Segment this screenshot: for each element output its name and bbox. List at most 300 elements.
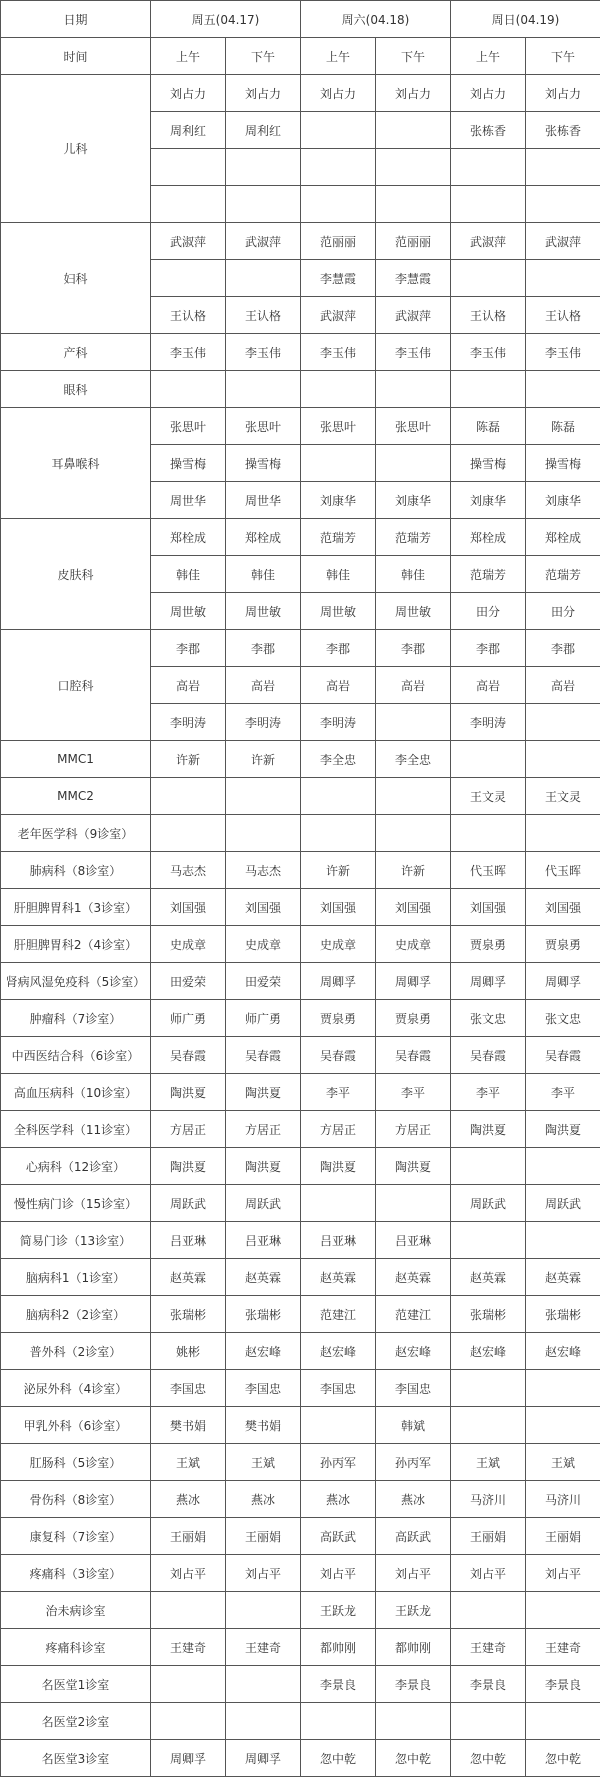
doctor-cell: 张瑞彬 — [526, 1296, 600, 1333]
doctor-cell: 李国忠 — [151, 1370, 226, 1407]
doctor-cell — [376, 371, 451, 408]
doctor-cell: 刘占力 — [526, 75, 600, 112]
doctor-cell: 李明涛 — [301, 704, 376, 741]
doctor-cell: 王跃龙 — [376, 1592, 451, 1629]
doctor-cell: 王斌 — [226, 1444, 301, 1481]
department-name: 名医堂3诊室 — [1, 1740, 151, 1777]
doctor-cell: 李景良 — [376, 1666, 451, 1703]
doctor-cell: 田爱荣 — [151, 963, 226, 1000]
doctor-cell: 王文灵 — [451, 778, 526, 815]
schedule-row — [1, 1259, 600, 1296]
doctor-cell — [151, 778, 226, 815]
doctor-cell: 赵宏峰 — [526, 1333, 600, 1370]
day-header-fri: 周五(04.17) — [151, 1, 301, 38]
schedule-body — [1, 1, 600, 1777]
doctor-cell: 赵英霖 — [376, 1259, 451, 1296]
doctor-cell — [226, 260, 301, 297]
department-name: 骨伤科（8诊室） — [1, 1481, 151, 1518]
doctor-cell: 范丽丽 — [301, 223, 376, 260]
doctor-cell: 王文灵 — [526, 778, 600, 815]
department-name: 慢性病门诊（15诊室） — [1, 1185, 151, 1222]
slot-header: 下午 — [376, 38, 451, 75]
doctor-cell: 武淑萍 — [226, 223, 301, 260]
doctor-cell: 刘占平 — [226, 1555, 301, 1592]
doctor-cell: 吕亚琳 — [376, 1222, 451, 1259]
schedule-row — [1, 223, 600, 260]
doctor-cell: 师广勇 — [226, 1000, 301, 1037]
doctor-cell: 李郡 — [526, 630, 600, 667]
doctor-cell: 韩斌 — [376, 1407, 451, 1444]
schedule-row — [1, 1592, 600, 1629]
department-name: 眼科 — [1, 371, 151, 408]
doctor-cell: 燕冰 — [151, 1481, 226, 1518]
doctor-cell: 刘康华 — [301, 482, 376, 519]
doctor-cell — [451, 371, 526, 408]
doctor-cell: 周利红 — [226, 112, 301, 149]
doctor-cell: 刘国强 — [301, 889, 376, 926]
doctor-cell: 马济川 — [526, 1481, 600, 1518]
doctor-cell — [526, 371, 600, 408]
department-name: 肿瘤科（7诊室） — [1, 1000, 151, 1037]
doctor-cell — [526, 186, 600, 223]
doctor-cell: 马济川 — [451, 1481, 526, 1518]
doctor-cell: 李郡 — [226, 630, 301, 667]
doctor-cell: 武淑萍 — [376, 297, 451, 334]
doctor-cell: 刘占平 — [451, 1555, 526, 1592]
slot-header: 上午 — [301, 38, 376, 75]
department-name: MMC2 — [1, 778, 151, 815]
doctor-cell: 刘占平 — [526, 1555, 600, 1592]
doctor-cell: 陶洪夏 — [301, 1148, 376, 1185]
doctor-cell: 韩佳 — [151, 556, 226, 593]
doctor-cell: 李明涛 — [226, 704, 301, 741]
doctor-cell: 周世敏 — [151, 593, 226, 630]
doctor-cell: 刘占力 — [376, 75, 451, 112]
doctor-cell: 高岩 — [151, 667, 226, 704]
doctor-cell — [376, 1703, 451, 1740]
department-name: 中西医结合科（6诊室） — [1, 1037, 151, 1074]
doctor-cell — [526, 741, 600, 778]
doctor-cell: 史成章 — [301, 926, 376, 963]
doctor-cell: 周跃武 — [151, 1185, 226, 1222]
doctor-cell: 郑栓成 — [451, 519, 526, 556]
doctor-cell — [226, 186, 301, 223]
schedule-row — [1, 1037, 600, 1074]
schedule-row — [1, 408, 600, 445]
doctor-cell: 李玉伟 — [151, 334, 226, 371]
doctor-cell: 张栋香 — [451, 112, 526, 149]
doctor-cell: 周卿孚 — [526, 963, 600, 1000]
schedule-row — [1, 1407, 600, 1444]
doctor-cell: 韩佳 — [226, 556, 301, 593]
doctor-cell: 吴春霞 — [376, 1037, 451, 1074]
doctor-cell: 陶洪夏 — [226, 1074, 301, 1111]
doctor-cell: 孙丙军 — [301, 1444, 376, 1481]
doctor-cell: 史成章 — [226, 926, 301, 963]
department-name: 全科医学科（11诊室） — [1, 1111, 151, 1148]
doctor-cell: 王丽娟 — [226, 1518, 301, 1555]
doctor-cell — [151, 815, 226, 852]
schedule-row — [1, 1333, 600, 1370]
doctor-cell: 王认格 — [526, 297, 600, 334]
doctor-cell: 陶洪夏 — [526, 1111, 600, 1148]
doctor-cell: 吕亚琳 — [226, 1222, 301, 1259]
doctor-cell: 忽中乾 — [301, 1740, 376, 1777]
doctor-cell: 许新 — [151, 741, 226, 778]
doctor-cell — [451, 1592, 526, 1629]
doctor-cell: 陈磊 — [526, 408, 600, 445]
date-header-row — [1, 1, 600, 38]
department-name: 肺病科（8诊室） — [1, 852, 151, 889]
doctor-cell — [226, 1666, 301, 1703]
doctor-cell: 王丽娟 — [451, 1518, 526, 1555]
schedule-row — [1, 1185, 600, 1222]
doctor-cell — [526, 149, 600, 186]
doctor-cell: 刘占力 — [226, 75, 301, 112]
doctor-cell — [526, 1148, 600, 1185]
doctor-cell: 吴春霞 — [151, 1037, 226, 1074]
doctor-cell: 韩佳 — [301, 556, 376, 593]
doctor-cell — [526, 1407, 600, 1444]
doctor-cell: 范瑞芳 — [526, 556, 600, 593]
doctor-cell: 马志杰 — [226, 852, 301, 889]
doctor-cell — [376, 778, 451, 815]
doctor-cell: 赵英霖 — [451, 1259, 526, 1296]
doctor-cell: 方居正 — [151, 1111, 226, 1148]
doctor-cell: 武淑萍 — [301, 297, 376, 334]
schedule-row — [1, 630, 600, 667]
doctor-cell: 王建奇 — [526, 1629, 600, 1666]
doctor-cell: 操雪梅 — [151, 445, 226, 482]
doctor-cell — [451, 741, 526, 778]
department-name: 产科 — [1, 334, 151, 371]
doctor-cell: 田分 — [451, 593, 526, 630]
doctor-cell — [451, 1703, 526, 1740]
schedule-row — [1, 1222, 600, 1259]
schedule-row — [1, 1296, 600, 1333]
doctor-cell: 李郡 — [451, 630, 526, 667]
slot-header: 上午 — [151, 38, 226, 75]
doctor-cell: 郑栓成 — [151, 519, 226, 556]
doctor-cell — [301, 186, 376, 223]
schedule-row — [1, 1481, 600, 1518]
slot-header: 下午 — [226, 38, 301, 75]
doctor-cell — [301, 778, 376, 815]
doctor-cell — [376, 112, 451, 149]
doctor-cell: 贾泉勇 — [451, 926, 526, 963]
schedule-row — [1, 926, 600, 963]
doctor-cell: 刘康华 — [526, 482, 600, 519]
doctor-cell: 吴春霞 — [301, 1037, 376, 1074]
doctor-cell: 李玉伟 — [376, 334, 451, 371]
schedule-row — [1, 1666, 600, 1703]
doctor-cell: 陶洪夏 — [226, 1148, 301, 1185]
date-label: 日期 — [1, 1, 151, 38]
doctor-cell: 周利红 — [151, 112, 226, 149]
doctor-cell: 樊书娟 — [151, 1407, 226, 1444]
doctor-cell: 张文忠 — [451, 1000, 526, 1037]
doctor-cell — [226, 1703, 301, 1740]
department-name: 肾病风湿免疫科（5诊室） — [1, 963, 151, 1000]
doctor-cell: 韩佳 — [376, 556, 451, 593]
doctor-cell — [526, 815, 600, 852]
doctor-cell: 李国忠 — [226, 1370, 301, 1407]
schedule-row — [1, 371, 600, 408]
doctor-cell — [151, 371, 226, 408]
doctor-cell: 刘国强 — [526, 889, 600, 926]
doctor-cell: 师广勇 — [151, 1000, 226, 1037]
doctor-cell: 范瑞芳 — [451, 556, 526, 593]
doctor-cell: 郑栓成 — [226, 519, 301, 556]
doctor-cell: 代玉晖 — [451, 852, 526, 889]
doctor-cell: 吴春霞 — [451, 1037, 526, 1074]
doctor-cell: 张思叶 — [151, 408, 226, 445]
doctor-cell: 赵英霖 — [301, 1259, 376, 1296]
doctor-cell: 孙丙军 — [376, 1444, 451, 1481]
time-header-row — [1, 38, 600, 75]
department-name: 老年医学科（9诊室） — [1, 815, 151, 852]
doctor-cell — [526, 1222, 600, 1259]
schedule-row — [1, 741, 600, 778]
doctor-cell: 陶洪夏 — [376, 1148, 451, 1185]
doctor-cell: 李明涛 — [451, 704, 526, 741]
department-name: 简易门诊（13诊室） — [1, 1222, 151, 1259]
doctor-cell: 周卿孚 — [226, 1740, 301, 1777]
doctor-cell — [451, 1370, 526, 1407]
doctor-cell: 王斌 — [451, 1444, 526, 1481]
doctor-cell: 李慧霞 — [376, 260, 451, 297]
department-name: MMC1 — [1, 741, 151, 778]
doctor-cell: 刘康华 — [376, 482, 451, 519]
doctor-cell — [301, 1185, 376, 1222]
doctor-cell: 忽中乾 — [376, 1740, 451, 1777]
department-name: 心病科（12诊室） — [1, 1148, 151, 1185]
schedule-row — [1, 1370, 600, 1407]
doctor-cell: 燕冰 — [376, 1481, 451, 1518]
doctor-cell: 周世敏 — [226, 593, 301, 630]
doctor-cell: 张栋香 — [526, 112, 600, 149]
doctor-cell: 周世敏 — [301, 593, 376, 630]
doctor-cell — [451, 1407, 526, 1444]
doctor-cell: 都帅刚 — [376, 1629, 451, 1666]
doctor-cell: 陶洪夏 — [151, 1074, 226, 1111]
doctor-cell: 高岩 — [226, 667, 301, 704]
doctor-cell: 忽中乾 — [451, 1740, 526, 1777]
doctor-cell: 李景良 — [526, 1666, 600, 1703]
doctor-cell — [376, 1185, 451, 1222]
doctor-cell: 王跃龙 — [301, 1592, 376, 1629]
schedule-row — [1, 334, 600, 371]
schedule-row — [1, 1629, 600, 1666]
doctor-cell: 郑栓成 — [526, 519, 600, 556]
doctor-cell — [376, 186, 451, 223]
doctor-cell: 李玉伟 — [226, 334, 301, 371]
doctor-cell: 赵宏峰 — [451, 1333, 526, 1370]
doctor-cell — [526, 704, 600, 741]
doctor-cell: 王认格 — [451, 297, 526, 334]
doctor-cell: 张文忠 — [526, 1000, 600, 1037]
doctor-cell: 高跃武 — [376, 1518, 451, 1555]
doctor-cell — [301, 815, 376, 852]
doctor-cell: 方居正 — [376, 1111, 451, 1148]
schedule-row — [1, 1555, 600, 1592]
doctor-cell: 周世华 — [226, 482, 301, 519]
doctor-cell: 赵宏峰 — [226, 1333, 301, 1370]
doctor-cell: 张瑞彬 — [451, 1296, 526, 1333]
doctor-cell — [301, 371, 376, 408]
doctor-cell: 刘国强 — [226, 889, 301, 926]
doctor-cell: 高跃武 — [301, 1518, 376, 1555]
doctor-cell: 贾泉勇 — [376, 1000, 451, 1037]
schedule-row — [1, 1703, 600, 1740]
doctor-cell: 赵英霖 — [226, 1259, 301, 1296]
doctor-cell — [151, 260, 226, 297]
doctor-cell: 周卿孚 — [376, 963, 451, 1000]
doctor-cell: 高岩 — [301, 667, 376, 704]
doctor-cell: 李国忠 — [301, 1370, 376, 1407]
doctor-cell — [526, 1370, 600, 1407]
doctor-cell — [451, 149, 526, 186]
doctor-cell: 方居正 — [226, 1111, 301, 1148]
doctor-cell: 忽中乾 — [526, 1740, 600, 1777]
doctor-cell: 王认格 — [226, 297, 301, 334]
doctor-cell: 燕冰 — [226, 1481, 301, 1518]
doctor-cell: 李全忠 — [301, 741, 376, 778]
schedule-row — [1, 1000, 600, 1037]
doctor-cell — [451, 815, 526, 852]
doctor-cell — [226, 371, 301, 408]
doctor-cell: 李郡 — [376, 630, 451, 667]
doctor-cell: 李平 — [526, 1074, 600, 1111]
doctor-cell: 周跃武 — [526, 1185, 600, 1222]
doctor-cell: 李国忠 — [376, 1370, 451, 1407]
doctor-cell — [151, 186, 226, 223]
doctor-cell: 高岩 — [451, 667, 526, 704]
department-name: 泌尿外科（4诊室） — [1, 1370, 151, 1407]
doctor-cell: 都帅刚 — [301, 1629, 376, 1666]
schedule-row — [1, 963, 600, 1000]
doctor-cell: 赵英霖 — [526, 1259, 600, 1296]
doctor-cell — [451, 1148, 526, 1185]
doctor-cell: 高岩 — [376, 667, 451, 704]
doctor-cell: 操雪梅 — [226, 445, 301, 482]
doctor-cell: 李玉伟 — [451, 334, 526, 371]
doctor-cell: 王斌 — [151, 1444, 226, 1481]
department-name: 口腔科 — [1, 630, 151, 741]
day-header-sat: 周六(04.18) — [301, 1, 451, 38]
doctor-cell: 燕冰 — [301, 1481, 376, 1518]
doctor-cell — [301, 149, 376, 186]
schedule-row — [1, 1074, 600, 1111]
doctor-cell — [301, 1703, 376, 1740]
doctor-cell: 李全忠 — [376, 741, 451, 778]
doctor-cell: 许新 — [376, 852, 451, 889]
doctor-cell: 李郡 — [301, 630, 376, 667]
doctor-cell: 周卿孚 — [451, 963, 526, 1000]
doctor-cell — [376, 704, 451, 741]
schedule-row — [1, 1518, 600, 1555]
doctor-cell: 刘康华 — [451, 482, 526, 519]
slot-header: 上午 — [451, 38, 526, 75]
doctor-cell: 贾泉勇 — [301, 1000, 376, 1037]
doctor-cell: 武淑萍 — [451, 223, 526, 260]
department-name: 肛肠科（5诊室） — [1, 1444, 151, 1481]
doctor-cell: 李景良 — [451, 1666, 526, 1703]
doctor-cell — [526, 260, 600, 297]
department-name: 疼痛科诊室 — [1, 1629, 151, 1666]
schedule-row — [1, 1148, 600, 1185]
department-name: 肝胆脾胃科2（4诊室） — [1, 926, 151, 963]
doctor-cell — [376, 815, 451, 852]
doctor-cell: 方居正 — [301, 1111, 376, 1148]
doctor-cell — [151, 1592, 226, 1629]
doctor-cell: 周卿孚 — [151, 1740, 226, 1777]
doctor-cell: 王斌 — [526, 1444, 600, 1481]
doctor-cell — [451, 1222, 526, 1259]
doctor-cell: 刘国强 — [451, 889, 526, 926]
doctor-cell: 范丽丽 — [376, 223, 451, 260]
department-name: 脑病科2（2诊室） — [1, 1296, 151, 1333]
doctor-cell: 陶洪夏 — [451, 1111, 526, 1148]
doctor-cell: 刘国强 — [376, 889, 451, 926]
doctor-cell: 高岩 — [526, 667, 600, 704]
department-name: 普外科（2诊室） — [1, 1333, 151, 1370]
doctor-cell — [151, 1703, 226, 1740]
doctor-cell: 张瑞彬 — [226, 1296, 301, 1333]
doctor-cell — [226, 815, 301, 852]
doctor-cell: 赵英霖 — [151, 1259, 226, 1296]
doctor-cell — [301, 1407, 376, 1444]
department-name: 肝胆脾胃科1（3诊室） — [1, 889, 151, 926]
doctor-cell: 姚彬 — [151, 1333, 226, 1370]
department-name: 治未病诊室 — [1, 1592, 151, 1629]
doctor-cell: 张思叶 — [376, 408, 451, 445]
doctor-cell: 田爱荣 — [226, 963, 301, 1000]
doctor-cell — [301, 445, 376, 482]
doctor-cell: 李玉伟 — [301, 334, 376, 371]
doctor-cell — [226, 149, 301, 186]
doctor-cell: 周跃武 — [226, 1185, 301, 1222]
doctor-cell: 李慧霞 — [301, 260, 376, 297]
schedule-row — [1, 815, 600, 852]
doctor-cell: 刘国强 — [151, 889, 226, 926]
doctor-cell: 范建江 — [301, 1296, 376, 1333]
doctor-cell — [151, 149, 226, 186]
time-label: 时间 — [1, 38, 151, 75]
schedule-row — [1, 1111, 600, 1148]
doctor-cell: 许新 — [301, 852, 376, 889]
department-name: 耳鼻喉科 — [1, 408, 151, 519]
doctor-cell: 张思叶 — [226, 408, 301, 445]
doctor-cell: 周世华 — [151, 482, 226, 519]
doctor-cell: 操雪梅 — [526, 445, 600, 482]
doctor-cell — [376, 149, 451, 186]
doctor-cell: 李平 — [301, 1074, 376, 1111]
doctor-cell: 刘占力 — [151, 75, 226, 112]
doctor-cell: 吴春霞 — [526, 1037, 600, 1074]
doctor-cell: 王建奇 — [226, 1629, 301, 1666]
doctor-cell: 张思叶 — [301, 408, 376, 445]
doctor-cell: 陶洪夏 — [151, 1148, 226, 1185]
doctor-cell: 刘占平 — [151, 1555, 226, 1592]
doctor-cell: 李平 — [451, 1074, 526, 1111]
department-name: 皮肤科 — [1, 519, 151, 630]
department-name: 名医堂1诊室 — [1, 1666, 151, 1703]
doctor-cell: 陈磊 — [451, 408, 526, 445]
doctor-cell: 范建江 — [376, 1296, 451, 1333]
slot-header: 下午 — [526, 38, 600, 75]
department-name: 甲乳外科（6诊室） — [1, 1407, 151, 1444]
